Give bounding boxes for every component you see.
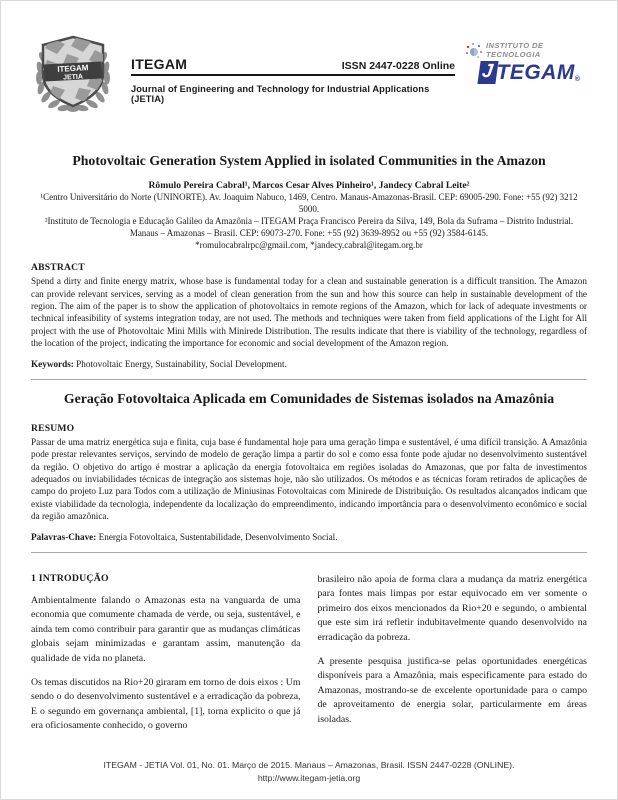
intro-paragraph-1: Ambientalmente falando o Amazonas esta na vanguarda de uma economia que comumente chamada de verde, ou seja, sustentável, e ainda tem como contribuir para garantir que as mudanças climáticas globais sejam minimizadas e garantam assim, manutenção da qualidade de vida no planeta. — [31, 595, 301, 664]
institute-name-line1: INSTITUTO DE — [486, 41, 544, 51]
author-emails: *romulocabralrpc@gmail.com, *jandecy.cabral@itegam.org.br — [195, 239, 423, 250]
body-column-left — [31, 573, 301, 734]
intro-paragraph-4: A presente pesquisa justifica-se pelas oportunidades energéticas disponíveis para a Amazônia, mais especificamente para estado do Amazonas, mostrando-se de excelente oportunidade para o campo de aproveitamento de energia solar, particularmente em áreas isoladas. — [317, 656, 587, 725]
keywords-line — [31, 359, 587, 369]
article-title-pt: Geração Fotovoltaica Aplicada em Comunidades de Sistemas isolados na Amazônia — [63, 391, 555, 407]
institute-name-line2: TECNOLOGIA — [486, 50, 541, 59]
authors-line: Rômulo Pereira Cabral¹, Marcos Cesar Alves Pinheiro¹, Jandecy Cabral Leite² — [148, 180, 470, 191]
intro-paragraph-3: brasileiro não apoia de forma clara a mudança da matriz energética para fontes mais limpas por estar equivocado em ver somente o primeiro dos eixos mencionados da Rio+20 e segundo, o ambiental que este sim irá refletir indubitavelmente quando desenvolvido na erradicação da pobreza. — [317, 574, 587, 643]
wordmark-name: TEGAM — [496, 61, 575, 84]
footer-citation: ITEGAM - JETIA Vol. 01, No. 01. Março de 2015. Manaus – Amazonas, Brasil. ISSN 2447-0228 (ONLINE). — [103, 759, 515, 770]
keywords-label: Keywords: — [31, 359, 74, 370]
registered-mark: ® — [574, 76, 581, 83]
abstract-heading: ABSTRACT — [31, 262, 85, 274]
institute-name — [486, 42, 543, 59]
body-column-right — [318, 573, 588, 734]
wordmark-initial: J — [477, 61, 498, 84]
starburst-globe-icon — [465, 42, 483, 60]
footer-url: http://www.itegam-jetia.org — [257, 772, 361, 783]
badge-text-jetia: JETIA — [62, 73, 84, 82]
journal-subtitle: Journal of Engineering and Technology for Industrial Applications (JETIA) — [131, 84, 430, 104]
header-center — [117, 34, 465, 104]
header-divider — [131, 74, 455, 76]
issn-number: ISSN 2447-0228 Online — [341, 60, 455, 72]
palavras-chave-label: Palavras-Chave: — [31, 532, 97, 543]
badge-shield-icon — [31, 34, 115, 112]
journal-header — [31, 34, 587, 117]
article-title-en: Photovoltaic Generation System Applied in isolated Communities in the Amazon — [72, 153, 546, 168]
article-body-columns — [31, 573, 587, 734]
section-1-heading: 1 INTRODUÇÃO — [31, 573, 109, 585]
keywords-text: Photovoltaic Energy, Sustainability, Social Development. — [73, 359, 287, 370]
affiliation-1: ¹Centro Universitário do Norte (UNINORTE). Av. Joaquim Nabuco, 1469, Centro. Manaus-Amazonas-Brasil. CEP: 69005-290. Fone: +55 (92) 3212 5000. — [40, 192, 578, 214]
itegam-wordmark — [479, 61, 587, 84]
abstract-text: Spend a dirty and finite energy matrix, whose base is fundamental today for a clean and sustainable generation is a difficult transition. The Amazon can provide relevant services, serving as a model of clean generation from the sun and how this source can help in sustainable development of the region. The aim of the paper is to show the application of photovoltaics in remote regions of the Amazon, which for lack of adequate investments or technical infeasibility of systems integration today, are not used. The methods and techniques were taken from field applications of the Light for All project with the use of Photovoltaic Mini Mills with Minirede Distribution. The results indicate that there is viability of the technology, regardless of the location of the project, indicating the importance for economic and social development of the Amazon region. — [31, 276, 587, 348]
badge-text-itegam: ITEGAM — [57, 63, 89, 74]
affiliation-2: ²Instituto de Tecnologia e Educação Galileo da Amazônia – ITEGAM Praça Francisco Pereira da Silva, 149, Bola da Suframa – Distrito Industrial. Manaus – Amazonas – Brasil. CEP: 69073-270. Fone: +55 (92) 3639-8952 ou +55 (92) 3584-6145. — [44, 216, 574, 239]
section-divider-2 — [31, 552, 587, 553]
journal-name: ITEGAM — [131, 56, 188, 72]
palavras-chave-text: Energia Fotovoltaica, Sustentabilidade, Desenvolvimento Social. — [96, 532, 338, 543]
palavras-chave-line — [31, 532, 587, 542]
resumo-heading: RESUMO — [31, 423, 75, 435]
resumo-text: Passar de uma matriz energética suja e finita, cuja base é fundamental hoje para uma geração limpa e sustentável, é uma difícil transição. A Amazônia pode prestar relevantes serviços, servindo de modelo de geração limpa a partir do sol e como essa fonte pode ajudar no desenvolvimento sustentável da região. O objetivo do artigo é mostrar a aplicação da energia fotovoltaica em regiões isoladas do Amazonas, que por falta de investimentos adequados ou inviabilidades técnicas de integração aos sistemas hoje, não são utilizados. Os métodos e as técnicas foram retirados de aplicações de campo do projeto Luz para Todos com a utilização de Miniusinas Fotovoltaicas com Minirede de Distribuição. Os resultados alcançados indicam que existe viabilidade da tecnologia, independente da localização do empreendimento, indicando importância para o desenvolvimento econômico e social da região amazônica. — [31, 437, 587, 521]
page-footer — [1, 759, 617, 785]
itegam-jetia-badge-logo — [31, 34, 117, 117]
itegam-institute-logo — [465, 34, 587, 84]
intro-paragraph-2: Os temas discutidos na Rio+20 giraram em torno de dois eixos : Um sendo o do desenvolvimento sustentável e a erradicação da pobreza, E o segundo em governança ambiental, [1], torna explicito o que já era oficiosamente conhecido, o governo — [31, 677, 301, 732]
section-divider-1 — [31, 379, 587, 380]
